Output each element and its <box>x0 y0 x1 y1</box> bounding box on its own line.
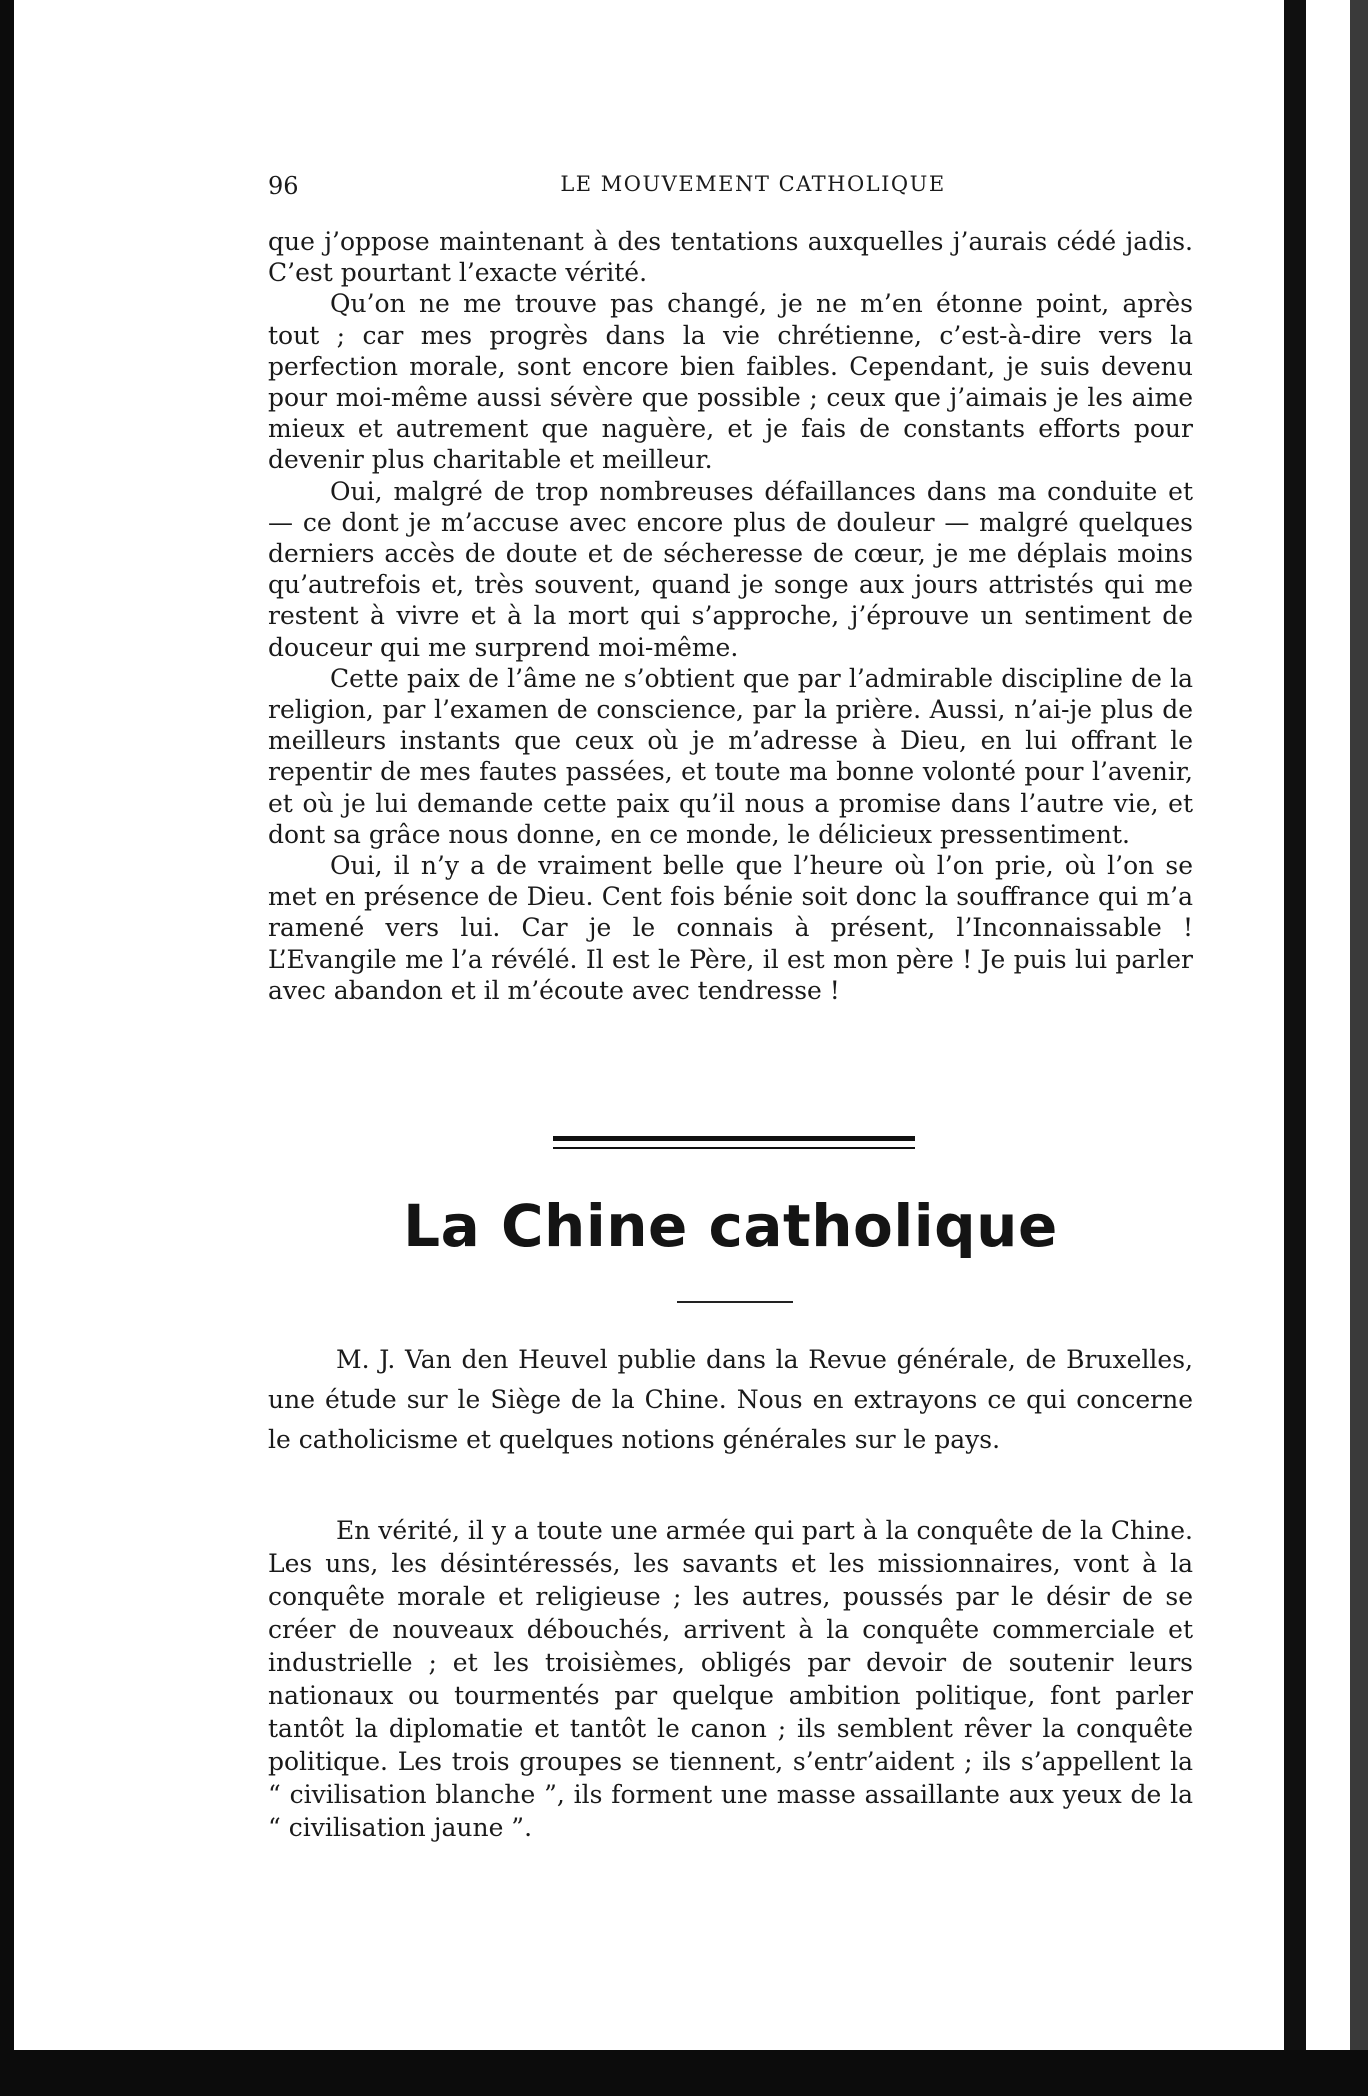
scan-binding-shadow <box>1284 0 1306 2096</box>
running-head: LE MOUVEMENT CATHOLIQUE <box>560 172 946 196</box>
page-header <box>268 172 1198 202</box>
continued-text <box>268 226 1193 1006</box>
article-title: La Chine catholique <box>403 1192 1058 1260</box>
scan-bottom-border <box>0 2050 1368 2096</box>
paragraph: Qu’on ne me trouve pas changé, je ne m’en étonne point, après tout ; car mes progrès dans la vie chrétienne, c’est-à-dire vers la perfection morale, sont encore bien faibles. Cependant, je suis devenu pour moi-même aussi sévère que possible ; ceux que j’aimais je les aime mieux et autrement que naguère, et je fais de constants efforts pour devenir plus charitable et meilleur. <box>268 289 1193 475</box>
intro-paragraph: M. J. Van den Heuvel publie dans la Revue générale, de Bruxelles, une étude sur le Siège de la Chine. Nous en extrayons ce qui concerne le catholicisme et quelques notions générales sur le pays. <box>268 1345 1193 1454</box>
section-divider-thin <box>553 1147 915 1149</box>
scan-left-border <box>0 0 14 2096</box>
paragraph: Oui, il n’y a de vraiment belle que l’heure où l’on prie, où l’on se met en présence de Dieu. Cent fois bénie soit donc la souffrance qui m’a ramené vers lui. Car je le connais à présent, l’Inconnaissable ! L’Evangile me l’a révélé. Il est le Père, il est mon père ! Je puis lui parler avec abandon et il m’écoute avec tendresse ! <box>268 851 1193 1005</box>
page-number: 96 <box>268 172 299 200</box>
scan-right-edge <box>1350 0 1368 2096</box>
paragraph: Cette paix de l’âme ne s’obtient que par l’admirable discipline de la religion, par l’examen de conscience, par la prière. Aussi, n’ai-je plus de meilleurs instants que ceux où je m’adresse à Dieu, en lui offrant le repentir de mes fautes passées, et toute ma bonne volonté pour l’avenir, et où je lui demande cette paix qu’il nous a promise dans l’autre vie, et dont sa grâce nous donne, en ce monde, le délicieux pressentiment. <box>268 663 1193 849</box>
paragraph: Oui, malgré de trop nombreuses défaillances dans ma conduite et — ce dont je m’accuse avec encore plus de douleur — malgré quelques derniers accès de doute et de sécheresse de cœur, je me déplais moins qu’autrefois et, très souvent, quand je songe aux jours attristés qui me restent à vivre et à la mort qui s’approche, j’éprouve un sentiment de douceur qui me surprend moi-même. <box>268 476 1193 662</box>
paragraph: En vérité, il y a toute une armée qui part à la conquête de la Chine. Les uns, les désintéressés, les savants et les missionnaires, vont à la conquête morale et religieuse ; les autres, poussés par le désir de se créer de nouveaux débouchés, arrivent à la conquête commerciale et industrielle ; et les troisièmes, obligés par devoir de soutenir leurs nationaux ou tourmentés par quelque ambition politique, font parler tantôt la diplomatie et tantôt le canon ; ils semblent rêver la conquête politique. Les trois groupes se tiennent, s’entr’aident ; ils s’appellent la “ civilisation blanche ”, ils forment une masse assaillante aux yeux de la “ civilisation jaune ”. <box>268 1516 1193 1842</box>
article-intro <box>268 1340 1193 1460</box>
paragraph: que j’oppose maintenant à des tentations auxquelles j’aurais cédé jadis. C’est pourtant l’exacte vérité. <box>268 227 1193 288</box>
article-body <box>268 1514 1193 1844</box>
title-underline <box>677 1301 793 1303</box>
section-divider-thick <box>553 1136 915 1141</box>
